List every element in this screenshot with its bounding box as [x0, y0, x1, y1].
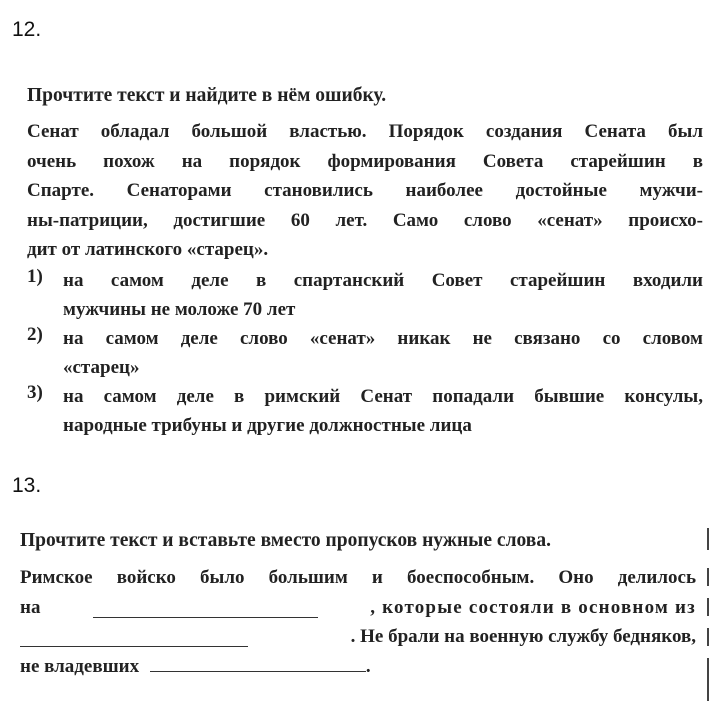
question-12-text	[27, 117, 703, 265]
text-line: Спарте. Сенаторами становились наиболее достойные мужчи-	[27, 180, 703, 201]
answer-option-1	[27, 266, 703, 324]
option-text-line: на самом деле в спартанский Совет старейшин входили	[63, 270, 703, 291]
scan-edge-mark	[707, 628, 709, 646]
text-fragment: не владевших	[20, 655, 140, 677]
text-line: ны-патриции, достигшие 60 лет. Само слово «сенат» происхо-	[27, 209, 703, 231]
question-number-12: 12.	[12, 18, 42, 41]
question-12-heading: Прочтите текст и найдите в нём ошибку.	[27, 85, 387, 106]
option-text-line: мужчины не моложе 70 лет	[63, 299, 296, 320]
option-label: 2)	[27, 324, 43, 345]
text-line: Римское войско было большим и боеспособным. Оно делилось	[20, 567, 696, 588]
option-text-line: «старец»	[63, 357, 140, 378]
scan-edge-mark	[707, 568, 709, 586]
option-text-line: на самом деле слово «сенат» никак не связано со словом	[63, 328, 703, 349]
text-line-with-blank	[20, 622, 696, 652]
fill-blank-3[interactable]	[150, 653, 366, 672]
text-line-with-blank	[20, 652, 696, 682]
answer-options	[27, 266, 703, 440]
scan-edge-mark	[707, 598, 709, 616]
text-fragment: .	[365, 655, 371, 677]
option-text-line: на самом деле в римский Сенат попадали бывшие консулы,	[63, 386, 703, 407]
text-fragment: . Не брали на военную службу бедняков,	[350, 626, 696, 647]
text-line-with-blank	[20, 593, 696, 623]
text-line: очень похож на порядок формирования Совета старейшин в	[27, 150, 703, 172]
option-label: 3)	[27, 382, 43, 403]
option-text-line: народные трибуны и другие должностные лица	[63, 415, 472, 436]
text-fragment: на	[20, 596, 41, 618]
text-line: Сенат обладал большой властью. Порядок создания Сената был	[27, 121, 703, 142]
scan-edge-mark	[707, 528, 709, 550]
option-label: 1)	[27, 266, 43, 287]
fill-blank-1[interactable]	[93, 599, 318, 618]
fill-blank-2[interactable]	[20, 628, 248, 647]
question-13-text	[20, 563, 696, 681]
answer-option-2	[27, 324, 703, 382]
question-number-13: 13.	[12, 474, 42, 497]
answer-option-3	[27, 382, 703, 440]
scan-edge-mark	[707, 658, 709, 701]
question-13-heading: Прочтите текст и вставьте вместо пропусков нужные слова.	[20, 530, 551, 551]
text-line: дит от латинского «старец».	[27, 239, 269, 260]
text-fragment: , которые состояли в основном из	[370, 596, 696, 618]
